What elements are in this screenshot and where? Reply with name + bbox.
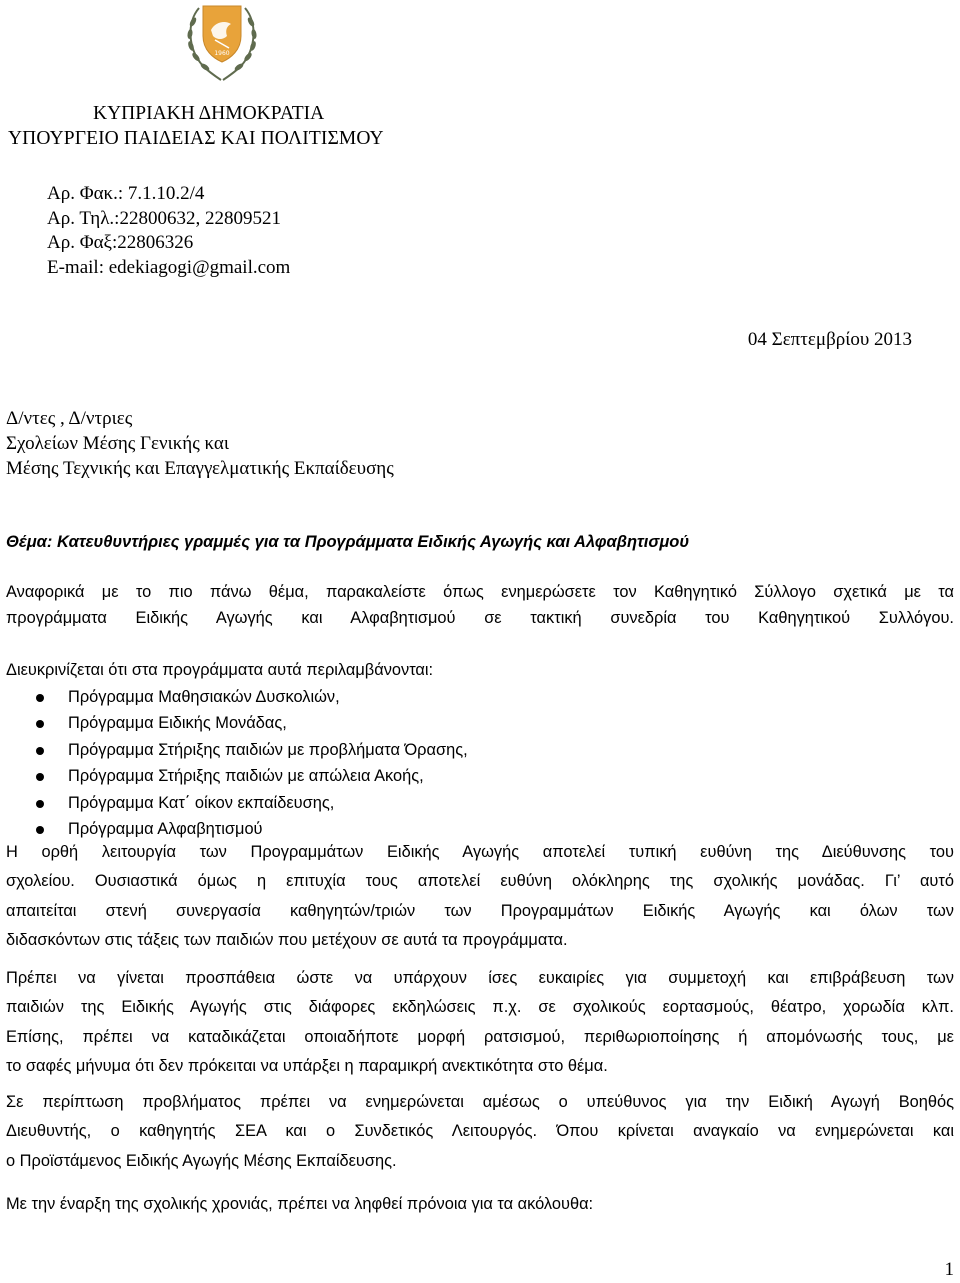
paragraph-line: διδασκόντων στις τάξεις των παιδιών που μετέχουν σε αυτά τα προγράμματα. (6, 930, 568, 949)
list-item: Πρόγραμμα Στήριξης παιδιών με προβλήματα Όρασης, (6, 737, 954, 764)
intro-line: προγράμματα Ειδικής Αγωγής και Αλφαβητισμού σε τακτική συνεδρία του Καθηγητικού Συλλόγου. (6, 609, 954, 627)
bullet-icon (36, 800, 44, 808)
republic-heading: ΚΥΠΡΙΑΚΗ ΔΗΜΟΚΡΑΤΙΑ (93, 103, 325, 124)
paragraph-school-year (6, 1190, 954, 1219)
intro-line: Αναφορικά με το πιο πάνω θέμα, παρακαλείστε όπως ενημερώσετε τον Καθηγητικό Σύλλογο σχετικά με τα (6, 583, 954, 601)
subject-line: Θέμα: Κατευθυντήριες γραμμές για τα Προγράμματα Ειδικής Αγωγής και Αλφαβητισμού (6, 533, 690, 551)
recipient-line: Μέσης Τεχνικής και Επαγγελματικής Εκπαίδευσης (6, 458, 394, 479)
list-item: Πρόγραμμα Στήριξης παιδιών με απώλεια Ακοής, (6, 763, 954, 790)
paragraph-line: το σαφές μήνυμα ότι δεν πρόκειται να υπάρξει η παραμικρή ανεκτικότητα στο θέμα. (6, 1056, 608, 1075)
bullet-icon (36, 773, 44, 781)
svg-text:1960: 1960 (214, 50, 230, 57)
paragraph-line: παιδιών της Ειδικής Αγωγής στις διάφορες εκδηλώσεις π.χ. σε σχολικούς εορτασμούς, θέατρο, χορωδία κλπ. (6, 998, 954, 1017)
bullet-icon (36, 694, 44, 702)
list-item: Πρόγραμμα Μαθησιακών Δυσκολιών, (6, 684, 954, 711)
paragraph-line: Με την έναρξη της σχολικής χρονιάς, πρέπει να ληφθεί πρόνοια για τα ακόλουθα: (6, 1195, 594, 1213)
recipient-line: Δ/ντες , Δ/ντριες (6, 408, 133, 429)
programs-list (6, 684, 954, 843)
paragraph-problems (6, 1088, 954, 1176)
paragraph-line: απαιτείται στενή συνεργασία καθηγητών/τριών των Προγραμμάτων Ειδικής Αγωγής και όλων των (6, 901, 954, 920)
email: E-mail: edekiagogi@gmail.com (47, 256, 291, 278)
paragraph-line: σχολείου. Ουσιαστικά όμως η επιτυχία τους αποτελεί ευθύνη ολόκληρης της σχολικής μονάδας. Γι’ αυτό (6, 872, 954, 891)
bullet-icon (36, 720, 44, 728)
fax: Αρ. Φαξ:22806326 (47, 232, 194, 253)
bullet-icon (36, 826, 44, 834)
list-item: Πρόγραμμα Αλφαβητισμού (6, 816, 954, 843)
paragraph-line: Διευθυντής, ο καθηγητής ΣΕΑ και ο Συνδετικός Λειτουργός. Όπου κρίνεται αναγκαίο να ενημερώνεται και (6, 1122, 954, 1141)
letter-date: 04 Σεπτεμβρίου 2013 (747, 329, 912, 350)
ministry-heading: ΥΠΟΥΡΓΕΙΟ ΠΑΙΔΕΙΑΣ ΚΑΙ ΠΟΛΙΤΙΣΜΟΥ (8, 128, 384, 149)
list-item: Πρόγραμμα Ειδικής Μονάδας, (6, 710, 954, 737)
programs-lead: Διευκρινίζεται ότι στα προγράμματα αυτά περιλαμβάνονται: (6, 661, 434, 679)
paragraph-responsibility (6, 838, 954, 955)
programs-list-block (6, 657, 954, 843)
paragraph-line: Επίσης, πρέπει να καταδικάζεται οποιαδήποτε μορφή ρατσισμού, περιθωριοποίησης ή απομόνωσής τους, με (6, 1027, 954, 1046)
coat-of-arms-icon (181, 0, 263, 84)
bullet-icon (36, 747, 44, 755)
recipient-line: Σχολείων Μέσης Γενικής και (6, 433, 229, 454)
page-number: 1 (944, 1259, 954, 1280)
recipients (6, 406, 394, 481)
list-item: Πρόγραμμα Κατ΄ οίκον εκπαίδευσης, (6, 790, 954, 817)
telephone: Αρ. Τηλ.:22800632, 22809521 (47, 207, 281, 229)
paragraph-equal-opportunities (6, 964, 954, 1081)
paragraph-line: Σε περίπτωση προβλήματος πρέπει να ενημερώνεται αμέσως ο υπεύθυνος για την Ειδική Αγωγή Βοηθός (6, 1093, 954, 1111)
paragraph-line: Η ορθή λειτουργία των Προγραμμάτων Ειδικής Αγωγής αποτελεί τυπική ευθύνη της Διεύθυνσης του (6, 843, 954, 861)
paragraph-line: Πρέπει να γίνεται προσπάθεια ώστε να υπάρχουν ίσες ευκαιρίες για συμμετοχή και επιβράβευση των (6, 969, 954, 987)
intro-paragraph (6, 579, 954, 631)
reference-block (47, 182, 290, 280)
file-number: Αρ. Φακ.: 7.1.10.2/4 (47, 183, 205, 204)
paragraph-line: ο Προϊστάμενος Ειδικής Αγωγής Μέσης Εκπαίδευσης. (6, 1151, 397, 1170)
